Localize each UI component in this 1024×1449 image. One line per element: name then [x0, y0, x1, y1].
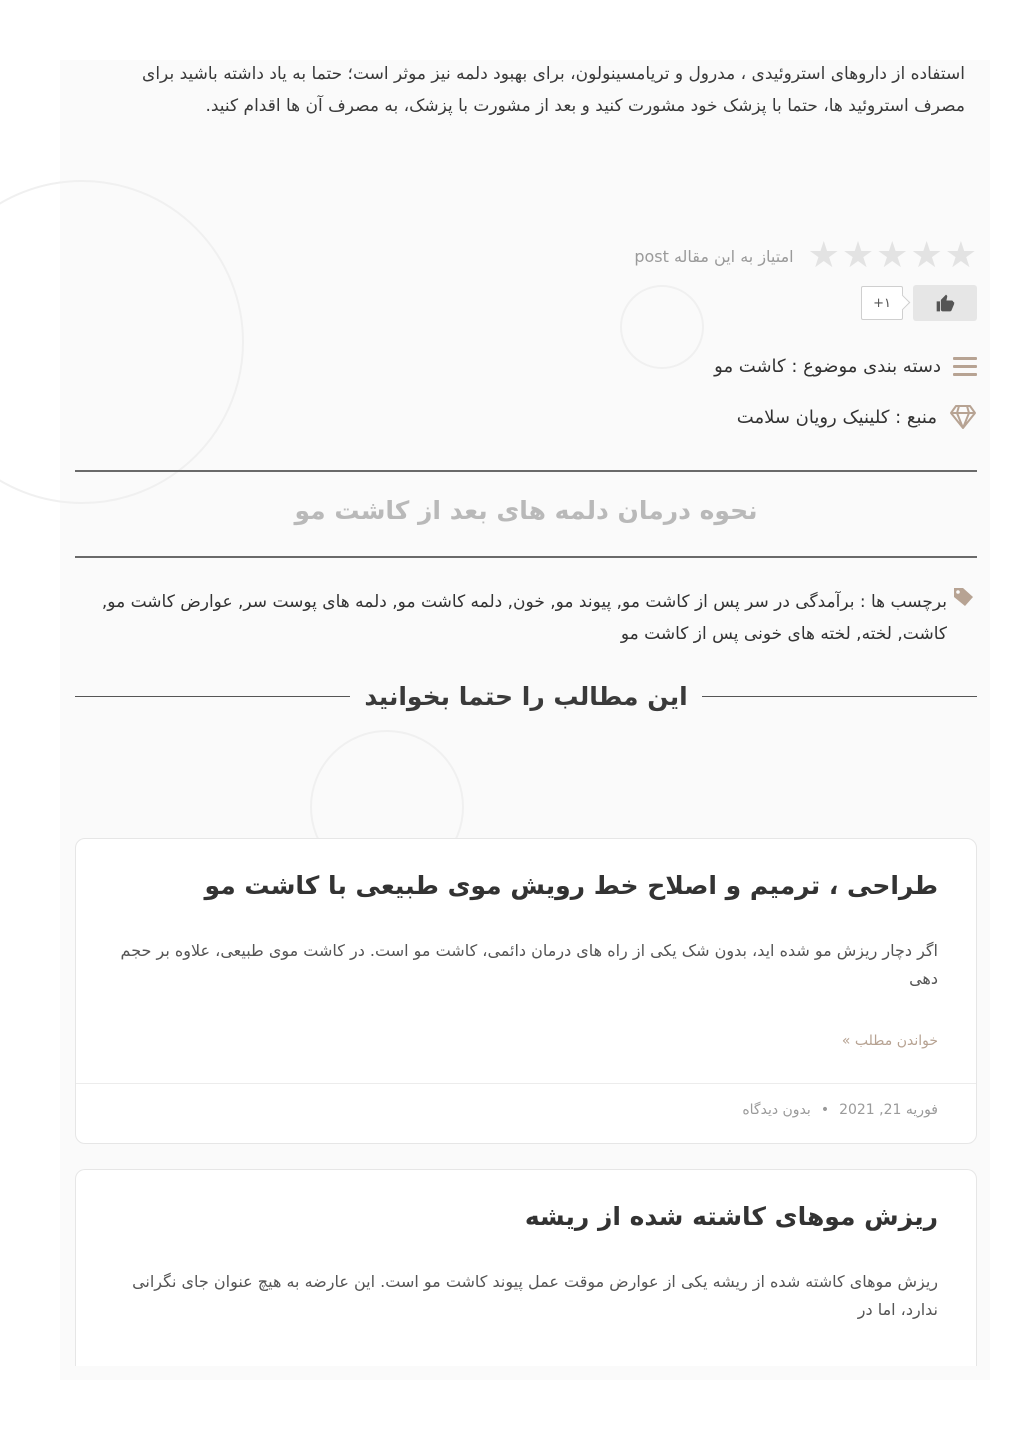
rating-row: [75, 236, 977, 276]
related-post-title[interactable]: ریزش موهای کاشته شده از ریشه: [524, 1202, 938, 1231]
source-label: منبع : کلینیک رویان سلامت: [736, 406, 937, 428]
source-line: [737, 404, 977, 430]
related-posts-heading: [75, 676, 977, 716]
like-button[interactable]: [913, 285, 977, 321]
intro-paragraph: استفاده از داروهای استروئیدی ، مدرول و تریامسینولون، برای بهبود دلمه نیز موثر است؛ حتما به یاد داشته باشید برای مصرف استروئید ها، حتما با پزشک خود مشورت کنید و بعد از مشورت با پزشک، به مصرف آن ها اقدام کنید.: [142, 64, 965, 116]
tags-line: [95, 586, 977, 650]
comment-count[interactable]: بدون دیدگاه: [742, 1102, 811, 1118]
rating-label: امتیاز به این مقاله post: [634, 246, 794, 266]
category-line: [714, 356, 977, 377]
post-meta: [742, 1102, 938, 1118]
diamond-icon: [949, 404, 977, 430]
divider: [75, 470, 977, 472]
related-heading-text: این مطالب را حتما بخوانید: [364, 681, 688, 711]
star-icon[interactable]: ★: [876, 235, 909, 276]
like-count: ۱+: [861, 286, 903, 320]
meta-separator: •: [820, 1102, 830, 1118]
heading-rule: [702, 696, 977, 697]
related-post-title[interactable]: طراحی ، ترمیم و اصلاح خط رویش موی طبیعی با کاشت مو: [204, 871, 938, 900]
like-widget: [861, 284, 977, 322]
read-more-link[interactable]: خواندن مطلب »: [841, 1033, 938, 1049]
heading-rule: [75, 696, 350, 697]
related-post-card[interactable]: [75, 838, 977, 1144]
star-icon[interactable]: ★: [841, 235, 875, 276]
star-icon[interactable]: ★: [944, 235, 977, 276]
thumbs-up-icon: [935, 293, 955, 313]
decorative-circle: [620, 285, 704, 369]
card-footer: [76, 1083, 976, 1144]
related-post-excerpt: ریزش موهای کاشته شده از ریشه یکی از عوارض موقت عمل پیوند کاشت مو است. این عارضه به هیچ عنوان جای نگرانی ندارد، اما در: [132, 1272, 938, 1319]
post-title: نحوه درمان دلمه های بعد از کاشت مو: [294, 496, 758, 525]
star-rating[interactable]: [807, 235, 977, 276]
list-icon: [953, 357, 977, 376]
related-post-card[interactable]: [75, 1169, 977, 1366]
related-post-excerpt: اگر دچار ریزش مو شده اید، بدون شک یکی از راه های درمان دائمی، کاشت مو است. در کاشت موی طبیعی، علاوه بر حجم دهی: [120, 941, 938, 988]
star-icon[interactable]: ★: [807, 235, 840, 276]
post-date: فوریه 21, 2021: [839, 1102, 938, 1118]
tags-list[interactable]: برچسب ها : برآمدگی در سر پس از کاشت مو, پیوند مو, خون, دلمه کاشت مو, دلمه های پوست سر, عوارض کاشت مو, کاشت, لخته, لخته های خونی پس از کاشت مو: [101, 592, 947, 644]
divider: [75, 556, 977, 558]
star-icon[interactable]: ★: [910, 235, 943, 276]
tags-icon: [953, 586, 977, 650]
category-label[interactable]: دسته بندی موضوع : کاشت مو: [714, 356, 941, 377]
